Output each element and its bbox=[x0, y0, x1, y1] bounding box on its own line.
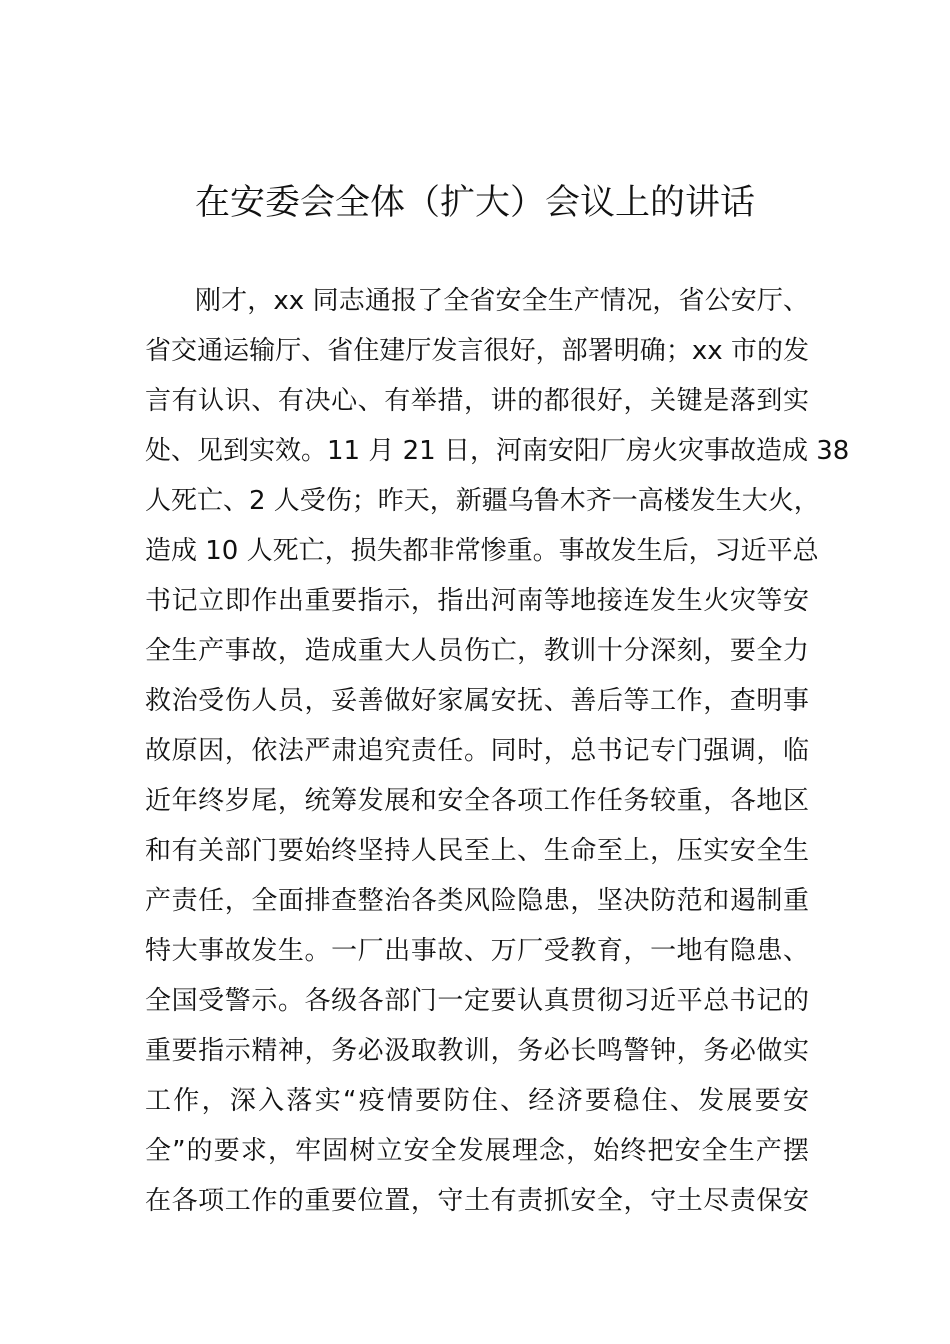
body-line: 产责任，全面排查整治各类风险隐患，坚决防范和遏制重 bbox=[145, 886, 809, 916]
body-line: 工作，深入落实“疫情要防住、经济要稳住、发展要安 bbox=[145, 1086, 809, 1116]
body-line: 刚才，xx 同志通报了全省安全生产情况，省公安厅、 bbox=[195, 286, 809, 316]
body-line: 省交通运输厅、省住建厅发言很好，部署明确；xx 市的发 bbox=[145, 336, 809, 366]
body-line: 人死亡、2 人受伤；昨天，新疆乌鲁木齐一高楼发生大火， bbox=[145, 486, 820, 516]
body-line: 书记立即作出重要指示，指出河南等地接连发生火灾等安 bbox=[145, 586, 809, 616]
body-line: 言有认识、有决心、有举措，讲的都很好，关键是落到实 bbox=[145, 386, 809, 416]
body-line: 救治受伤人员，妥善做好家属安抚、善后等工作，查明事 bbox=[145, 686, 809, 716]
body-line: 全”的要求，牢固树立安全发展理念，始终把安全生产摆 bbox=[145, 1136, 809, 1166]
body-line: 造成 10 人死亡，损失都非常惨重。事故发生后，习近平总 bbox=[145, 536, 819, 566]
body-line: 特大事故发生。一厂出事故、万厂受教育，一地有隐患、 bbox=[145, 936, 809, 966]
body-line: 处、见到实效。11 月 21 日，河南安阳厂房火灾事故造成 38 bbox=[145, 436, 850, 466]
body-line: 在各项工作的重要位置，守土有责抓安全，守土尽责保安 bbox=[145, 1186, 809, 1216]
document-body bbox=[145, 276, 850, 1226]
body-line: 全生产事故，造成重大人员伤亡，教训十分深刻，要全力 bbox=[145, 636, 809, 666]
document-title: 在安委会全体（扩大）会议上的讲话 bbox=[194, 183, 755, 223]
body-line: 重要指示精神，务必汲取教训，务必长鸣警钟，务必做实 bbox=[145, 1036, 809, 1066]
body-line: 和有关部门要始终坚持人民至上、生命至上，压实安全生 bbox=[145, 836, 809, 866]
body-line: 全国受警示。各级各部门一定要认真贯彻习近平总书记的 bbox=[145, 986, 809, 1016]
body-line: 近年终岁尾，统筹发展和安全各项工作任务较重，各地区 bbox=[145, 786, 809, 816]
body-line: 故原因，依法严肃追究责任。同时，总书记专门强调，临 bbox=[145, 736, 809, 766]
